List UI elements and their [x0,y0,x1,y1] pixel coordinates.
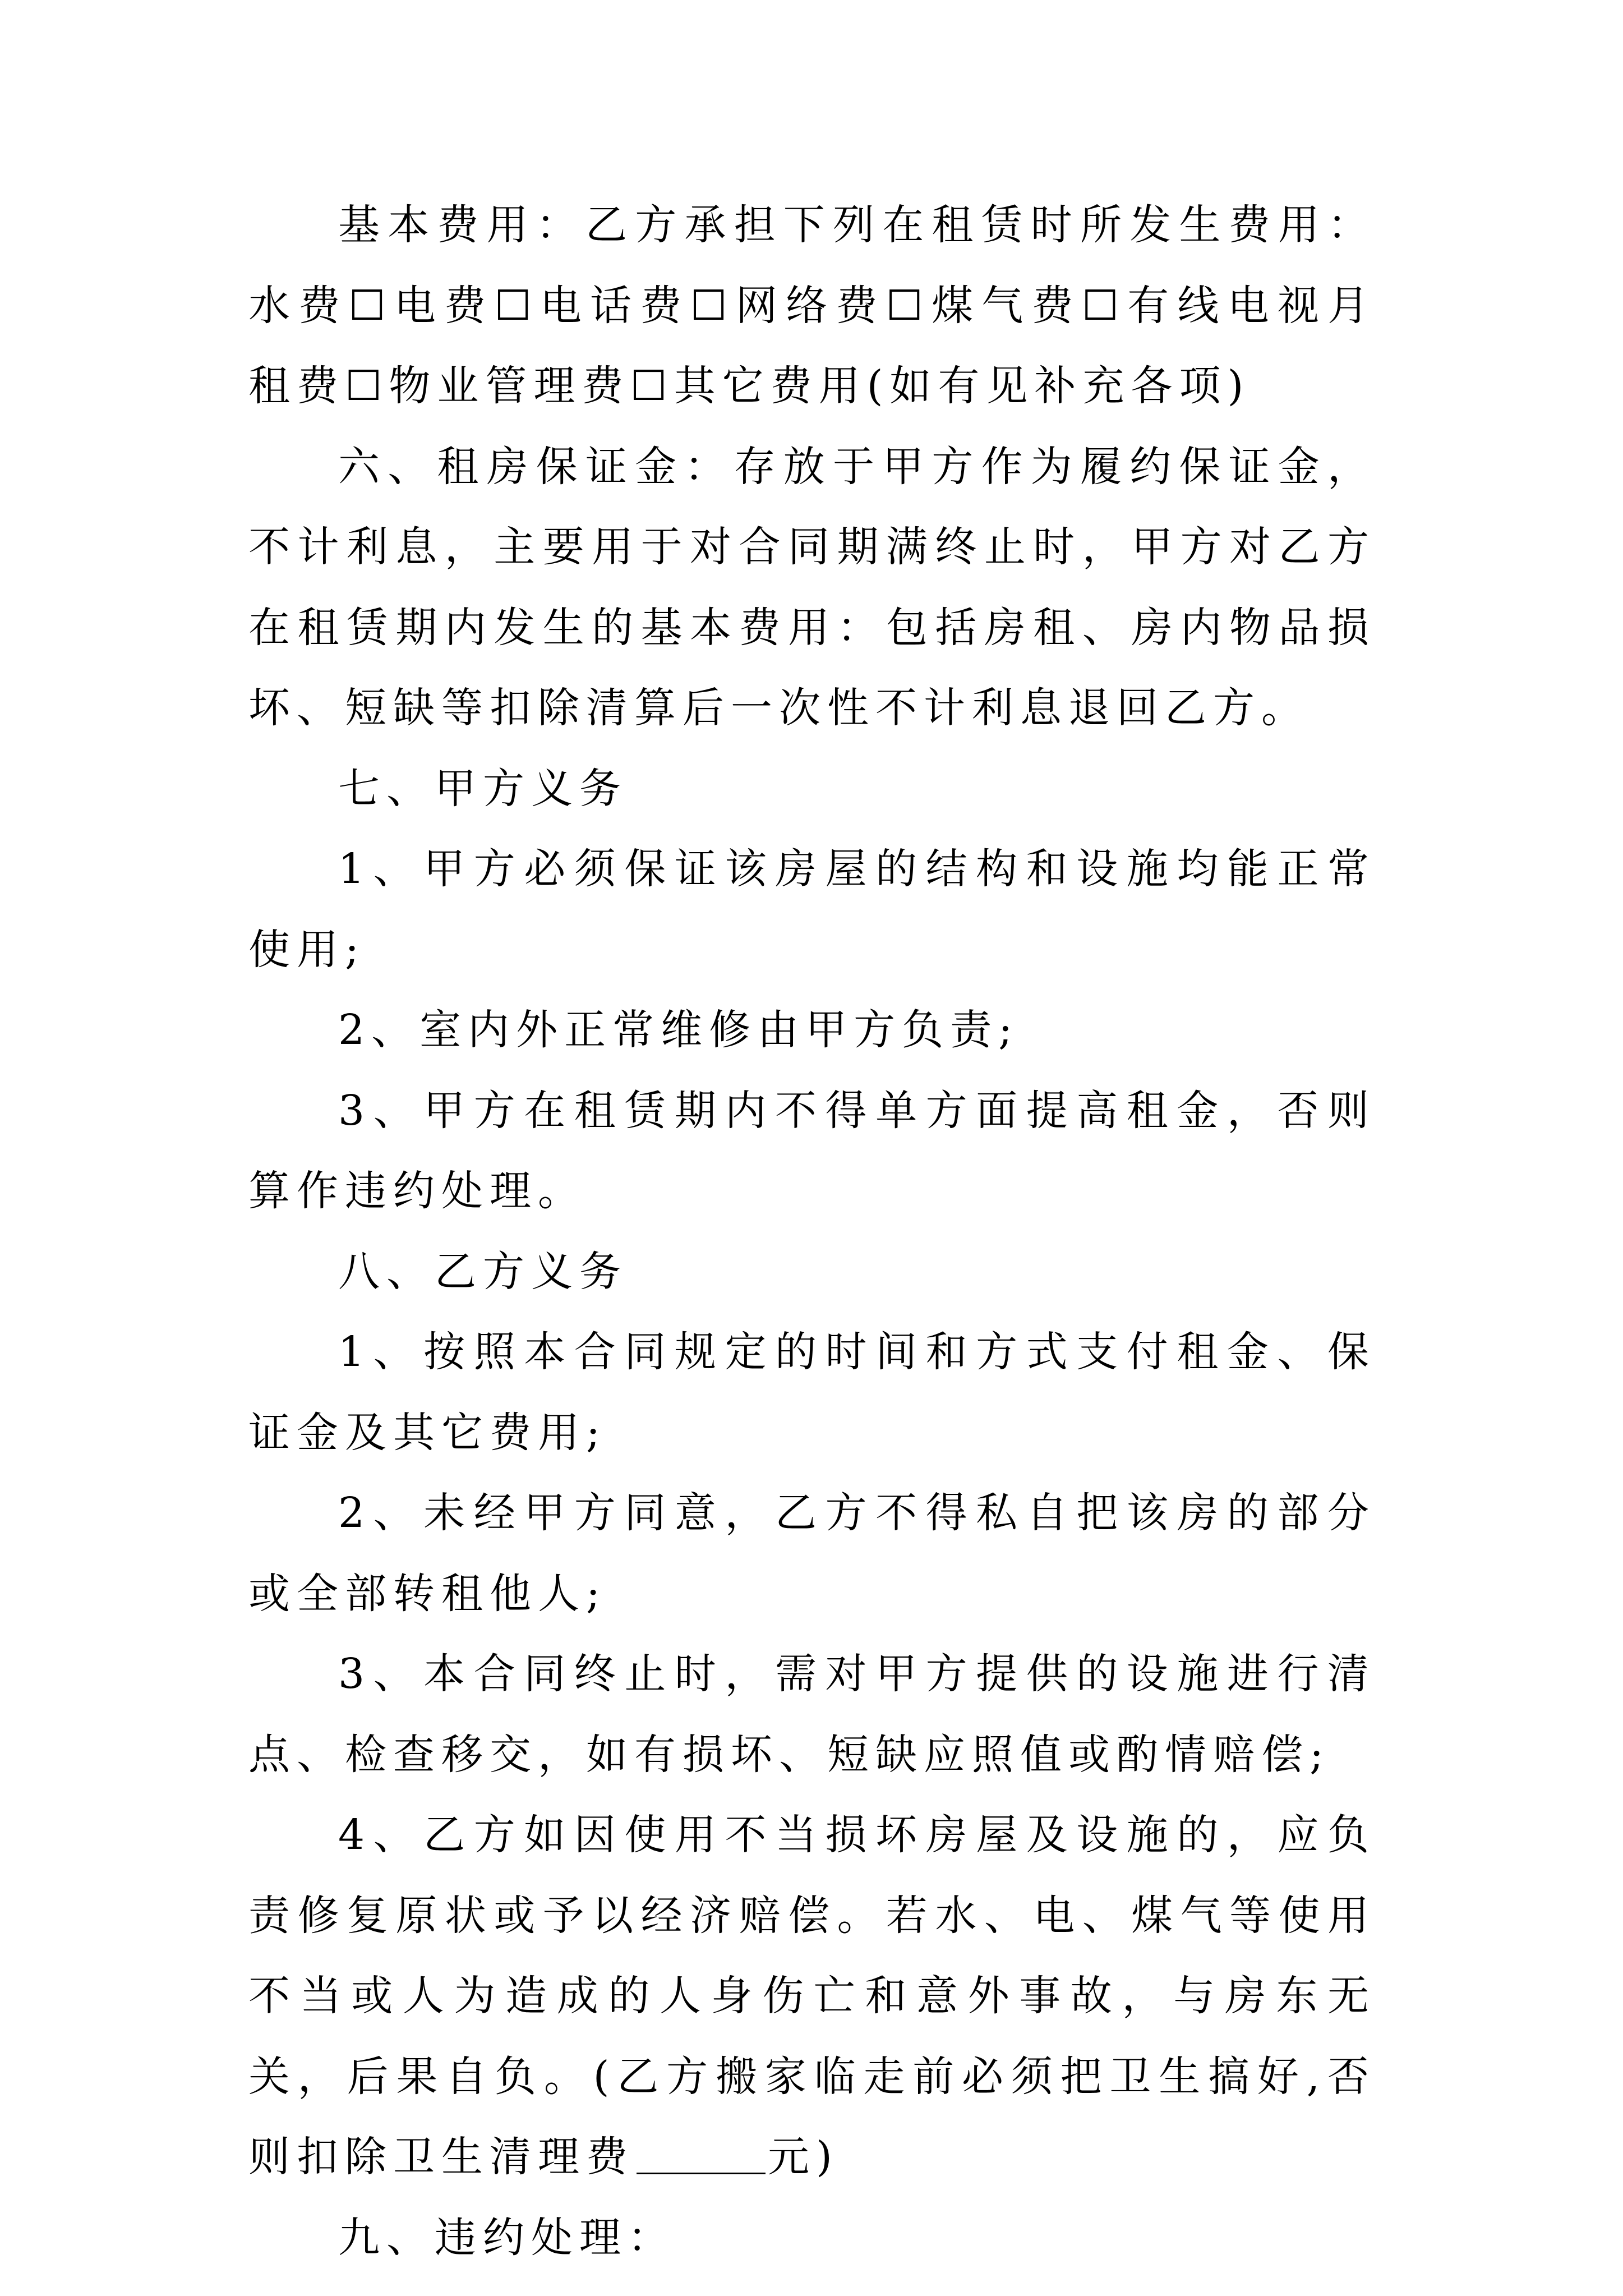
paragraph-party-b-1: 1、按照本合同规定的时间和方式支付租金、保证金及其它费用; [248,1328,1376,1457]
paragraph-party-b-3: 3、本合同终止时，需对甲方提供的设施进行清点、检查移交，如有损坏、短缺应照值或酌情赔偿; [248,1650,1376,1779]
paragraph-party-a-3: 3、甲方在租赁期内不得单方面提高租金，否则算作违约处理。 [248,1086,1376,1215]
paragraph-basic-fees: 基本费用：乙方承担下列在租赁时所发生费用：水费☐电费☐电话费☐网络费☐煤气费☐有线电视月租费☐物业管理费☐其它费用(如有见补充各项) [248,201,1376,410]
paragraph-deposit: 六、租房保证金：存放于甲方作为履约保证金，不计利息，主要用于对合同期满终止时，甲方对乙方在租赁期内发生的基本费用：包括房租、房内物品损坏、短缺等扣除清算后一次性不计利息退回乙方。 [248,442,1376,732]
heading-breach-handling: 九、违约处理： [338,2213,676,2262]
paragraph-party-a-2: 2、室内外正常维修由甲方负责; [338,1006,1020,1054]
heading-party-a-obligations: 七、甲方义务 [338,764,628,813]
paragraph-party-b-4 [248,1795,1376,2198]
fill-in-blank [637,2133,766,2174]
paragraph-party-a-1: 1、甲方必须保证该房屋的结构和设施均能正常使用; [248,845,1376,974]
paragraph-party-b-4-text: 4、乙方如因使用不当损坏房屋及设施的，应负责修复原状或予以经济赔偿。若水、电、煤气等使用不当或人为造成的人身伤亡和意外事故，与房东无关，后果自负。(乙方搬家临走前必须把卫生搞好,否则扣除卫生清理费 [248,1811,1376,2181]
paragraph-party-b-4-unit: 元) [768,2133,839,2181]
document-body [248,185,1376,2278]
paragraph-party-b-2: 2、未经甲方同意，乙方不得私自把该房的部分或全部转租他人; [248,1489,1376,1618]
heading-party-b-obligations: 八、乙方义务 [338,1247,628,1296]
